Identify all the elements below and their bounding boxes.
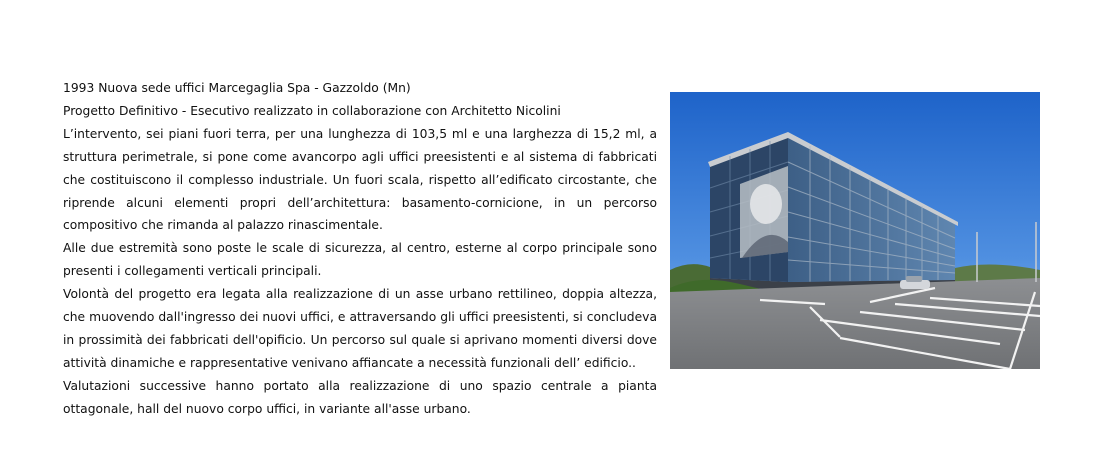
parked-car-roof [906,276,922,282]
parking-lot [670,278,1040,369]
paragraph-scale: Alle due estremità sono poste le scale di sicurezza, al centro, esterne al corpo principale sono presenti i collegamenti verticali principali. [63,241,657,279]
project-description [63,77,657,421]
portrait-face [750,184,782,224]
project-title: 1993 Nuova sede uffici Marcegaglia Spa - Gazzoldo (Mn) [63,81,411,95]
paragraph-valutazioni: Valutazioni successive hanno portato alla realizzazione di uno spazio centrale a pianta ottagonale, hall del nuovo corpo uffici, in variante all'asse urbano. [63,378,657,416]
project-subtitle: Progetto Definitivo - Esecutivo realizzato in collaborazione con Architetto Nicolini [63,103,561,118]
paragraph-asse-urbano: Volontà del progetto era legata alla realizzazione di un asse urbano rettilineo, doppia altezza, che muovendo dall'ingresso dei nuovi uffici, e attraversando gli uffici preesistenti, si concludeva in prossimità dei fabbricati dell'opificio. Un percorso sul quale si aprivano momenti diversi dove attività dinamiche e rappresentative venivano affiancate a necessità funzionali dell’ edificio.. [63,287,657,370]
paragraph-intervento: L’intervento, sei piani fuori terra, per una lunghezza di 103,5 ml e una larghezza di 15,2 ml, a struttura perimetrale, si pone come avancorpo agli uffici preesistenti e al sistema di fabbricati che costituiscono il complesso industriale. Un fuori scala, rispetto all’edificato circostante, che riprende alcuni elementi propri dell’architettura: basamento-cornicione, in un percorso compositivo che rimanda al palazzo rinascimentale. [63,126,657,233]
building-photo [670,92,1040,369]
